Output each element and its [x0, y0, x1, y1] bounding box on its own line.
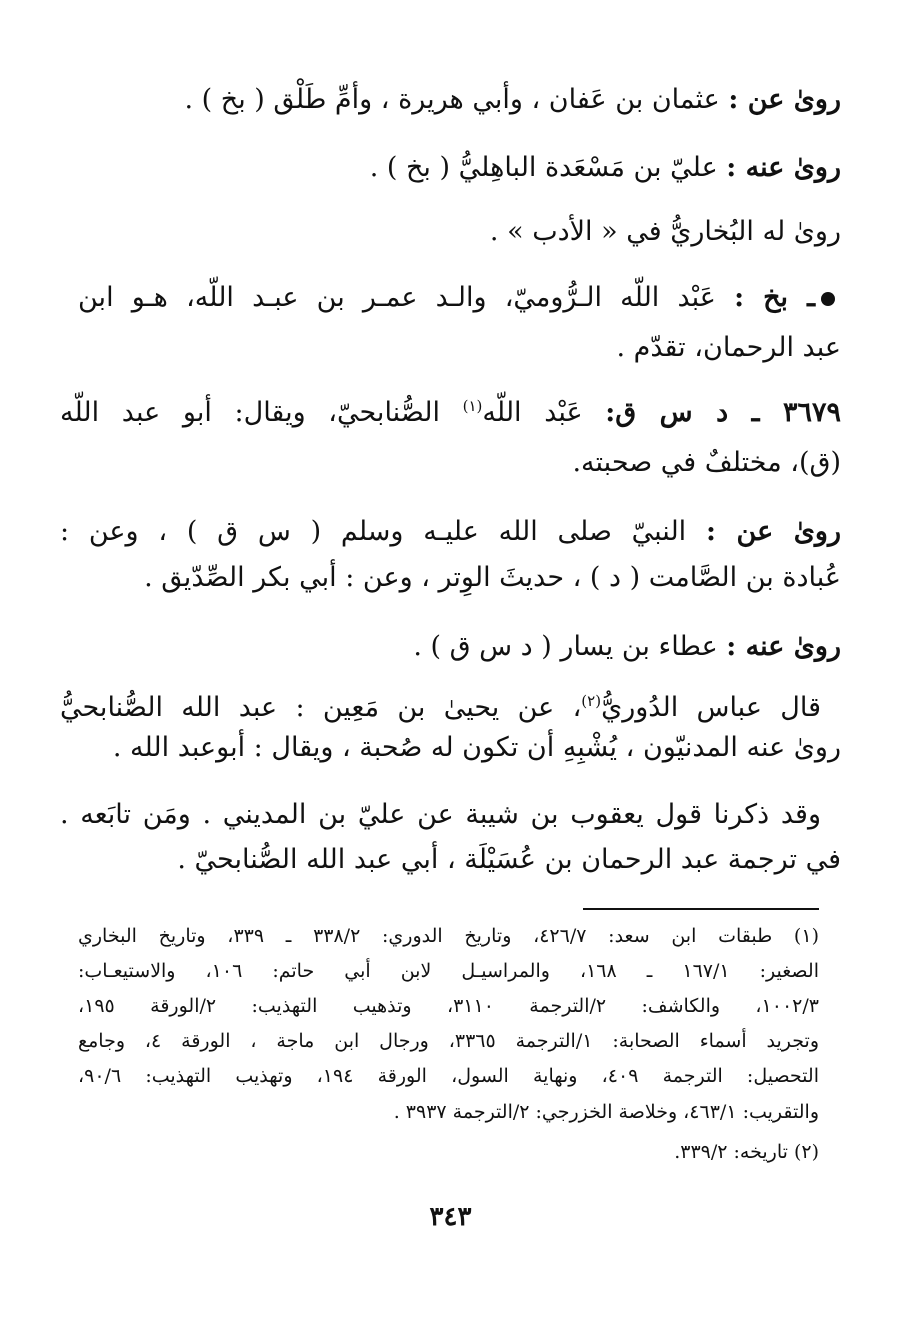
line-text: عَبْد اللّه الـرُّوميّ، والـد عمـر بن عبـد اللّه، هـو ابن	[78, 282, 716, 313]
entry-line-bakh	[78, 278, 835, 318]
text-line-7	[60, 443, 841, 483]
text-line-5	[60, 328, 841, 368]
text-line-3	[60, 212, 841, 252]
entry-number: ٣٦٧٩ ـ د س ق:	[605, 397, 841, 428]
label-narrated-from: روىٰ عن :	[705, 516, 841, 547]
line-text: عَبْد اللّه	[482, 397, 583, 428]
text-line-10	[60, 627, 841, 667]
footnote-ref-1: (١)	[462, 397, 483, 415]
label-narrated-by: روىٰ عنه :	[726, 631, 841, 662]
text-line-8	[60, 512, 841, 552]
footnote-2: (٢) تاريخه: ٣٣٩/٢.	[674, 1141, 819, 1163]
line-text: روىٰ له البُخاريُّ في « الأدب » .	[489, 216, 841, 247]
bullet-icon	[821, 292, 835, 306]
text-line-14	[60, 840, 841, 880]
footnote-1-line-3: ١٠٠٢/٣، والكاشف: ٢/الترجمة ٣١١٠، وتذهيب التهذيب: ٢/الورقة ١٩٥،	[78, 995, 819, 1017]
footnote-1-line-6: والتقريب: ٤٦٣/١، وخلاصة الخزرجي: ٢/الترجمة ٣٩٣٧ .	[393, 1101, 819, 1123]
footnote-1-line-1: (١) طبقات ابن سعد: ٤٢٦/٧، وتاريخ الدوري: ٣٣٨/٢ ـ ٣٣٩، وتاريخ البخاري	[78, 925, 819, 947]
line-text: عطاء بن يسار ( د س ق ) .	[413, 631, 718, 662]
line-text: قال عباس الدُوريُّ	[601, 692, 821, 723]
text-line-13	[60, 795, 821, 835]
line-text: روىٰ عنه المدنيّون ، يُشْبِهِ أن تكون له صُحبة ، ويقال : أبوعبد الله .	[112, 732, 841, 763]
line-text: عليّ بن مَسْعَدة الباهِليُّ ( بخ ) .	[369, 152, 718, 183]
text-line-11	[60, 688, 821, 728]
footnote-1-line-4: وتجريد أسماء الصحابة: ١/الترجمة ٣٣٦٥، ورجال ابن ماجة ، الورقة ٤، وجامع	[78, 1030, 820, 1052]
text-line-2	[60, 148, 841, 188]
footnote-1-line-5: التحصيل: الترجمة ٤٠٩، ونهاية السول، الورقة ١٩٤، وتهذيب التهذيب: ٩٠/٦،	[78, 1065, 819, 1087]
line-text: عثمان بن عَفان ، وأبي هريرة ، وأمِّ طَلْق ( بخ ) .	[184, 84, 720, 115]
entry-label: ـ بخ :	[734, 282, 815, 313]
line-text: عبد الرحمان، تقدّم .	[616, 332, 841, 363]
line-text: (ق)، مختلفٌ في صحبته.	[572, 447, 841, 478]
line-text: النبيّ صلى الله عليـه وسلم ( س ق ) ، وعن :	[60, 516, 687, 547]
page-number: ٣٤٣	[429, 1202, 472, 1232]
footnote-separator	[583, 908, 819, 910]
label-narrated-from: روىٰ عن :	[728, 84, 841, 115]
text-line-12	[60, 728, 841, 768]
text-line-9	[60, 558, 841, 598]
text-line-1	[60, 80, 841, 120]
line-text: عُبادة بن الصَّامت ( د ) ، حديثَ الوِتر ، وعن : أبي بكر الصِّدّيق .	[144, 562, 841, 593]
footnote-ref-2: (٢)	[581, 692, 602, 710]
label-narrated-by: روىٰ عنه :	[726, 152, 841, 183]
line-text: ، عن يحيىٰ بن مَعِين : عبد الله الصُّنابحيُّ	[60, 692, 582, 723]
line-text: في ترجمة عبد الرحمان بن عُسَيْلَة ، أبي عبد الله الصُّنابحيّ .	[177, 844, 841, 875]
line-text: الصُّنابحيّ، ويقال: أبو عبد اللّه	[60, 397, 440, 428]
entry-heading-3679	[60, 393, 841, 433]
footnote-1-line-2: الصغير: ١٦٧/١ ـ ١٦٨، والمراسيـل لابن أبي حاتم: ١٠٦، والاستيعـاب:	[78, 960, 819, 982]
line-text: وقد ذكرنا قول يعقوب بن شيبة عن عليّ بن المديني . ومَن تابَعه .	[60, 799, 821, 830]
